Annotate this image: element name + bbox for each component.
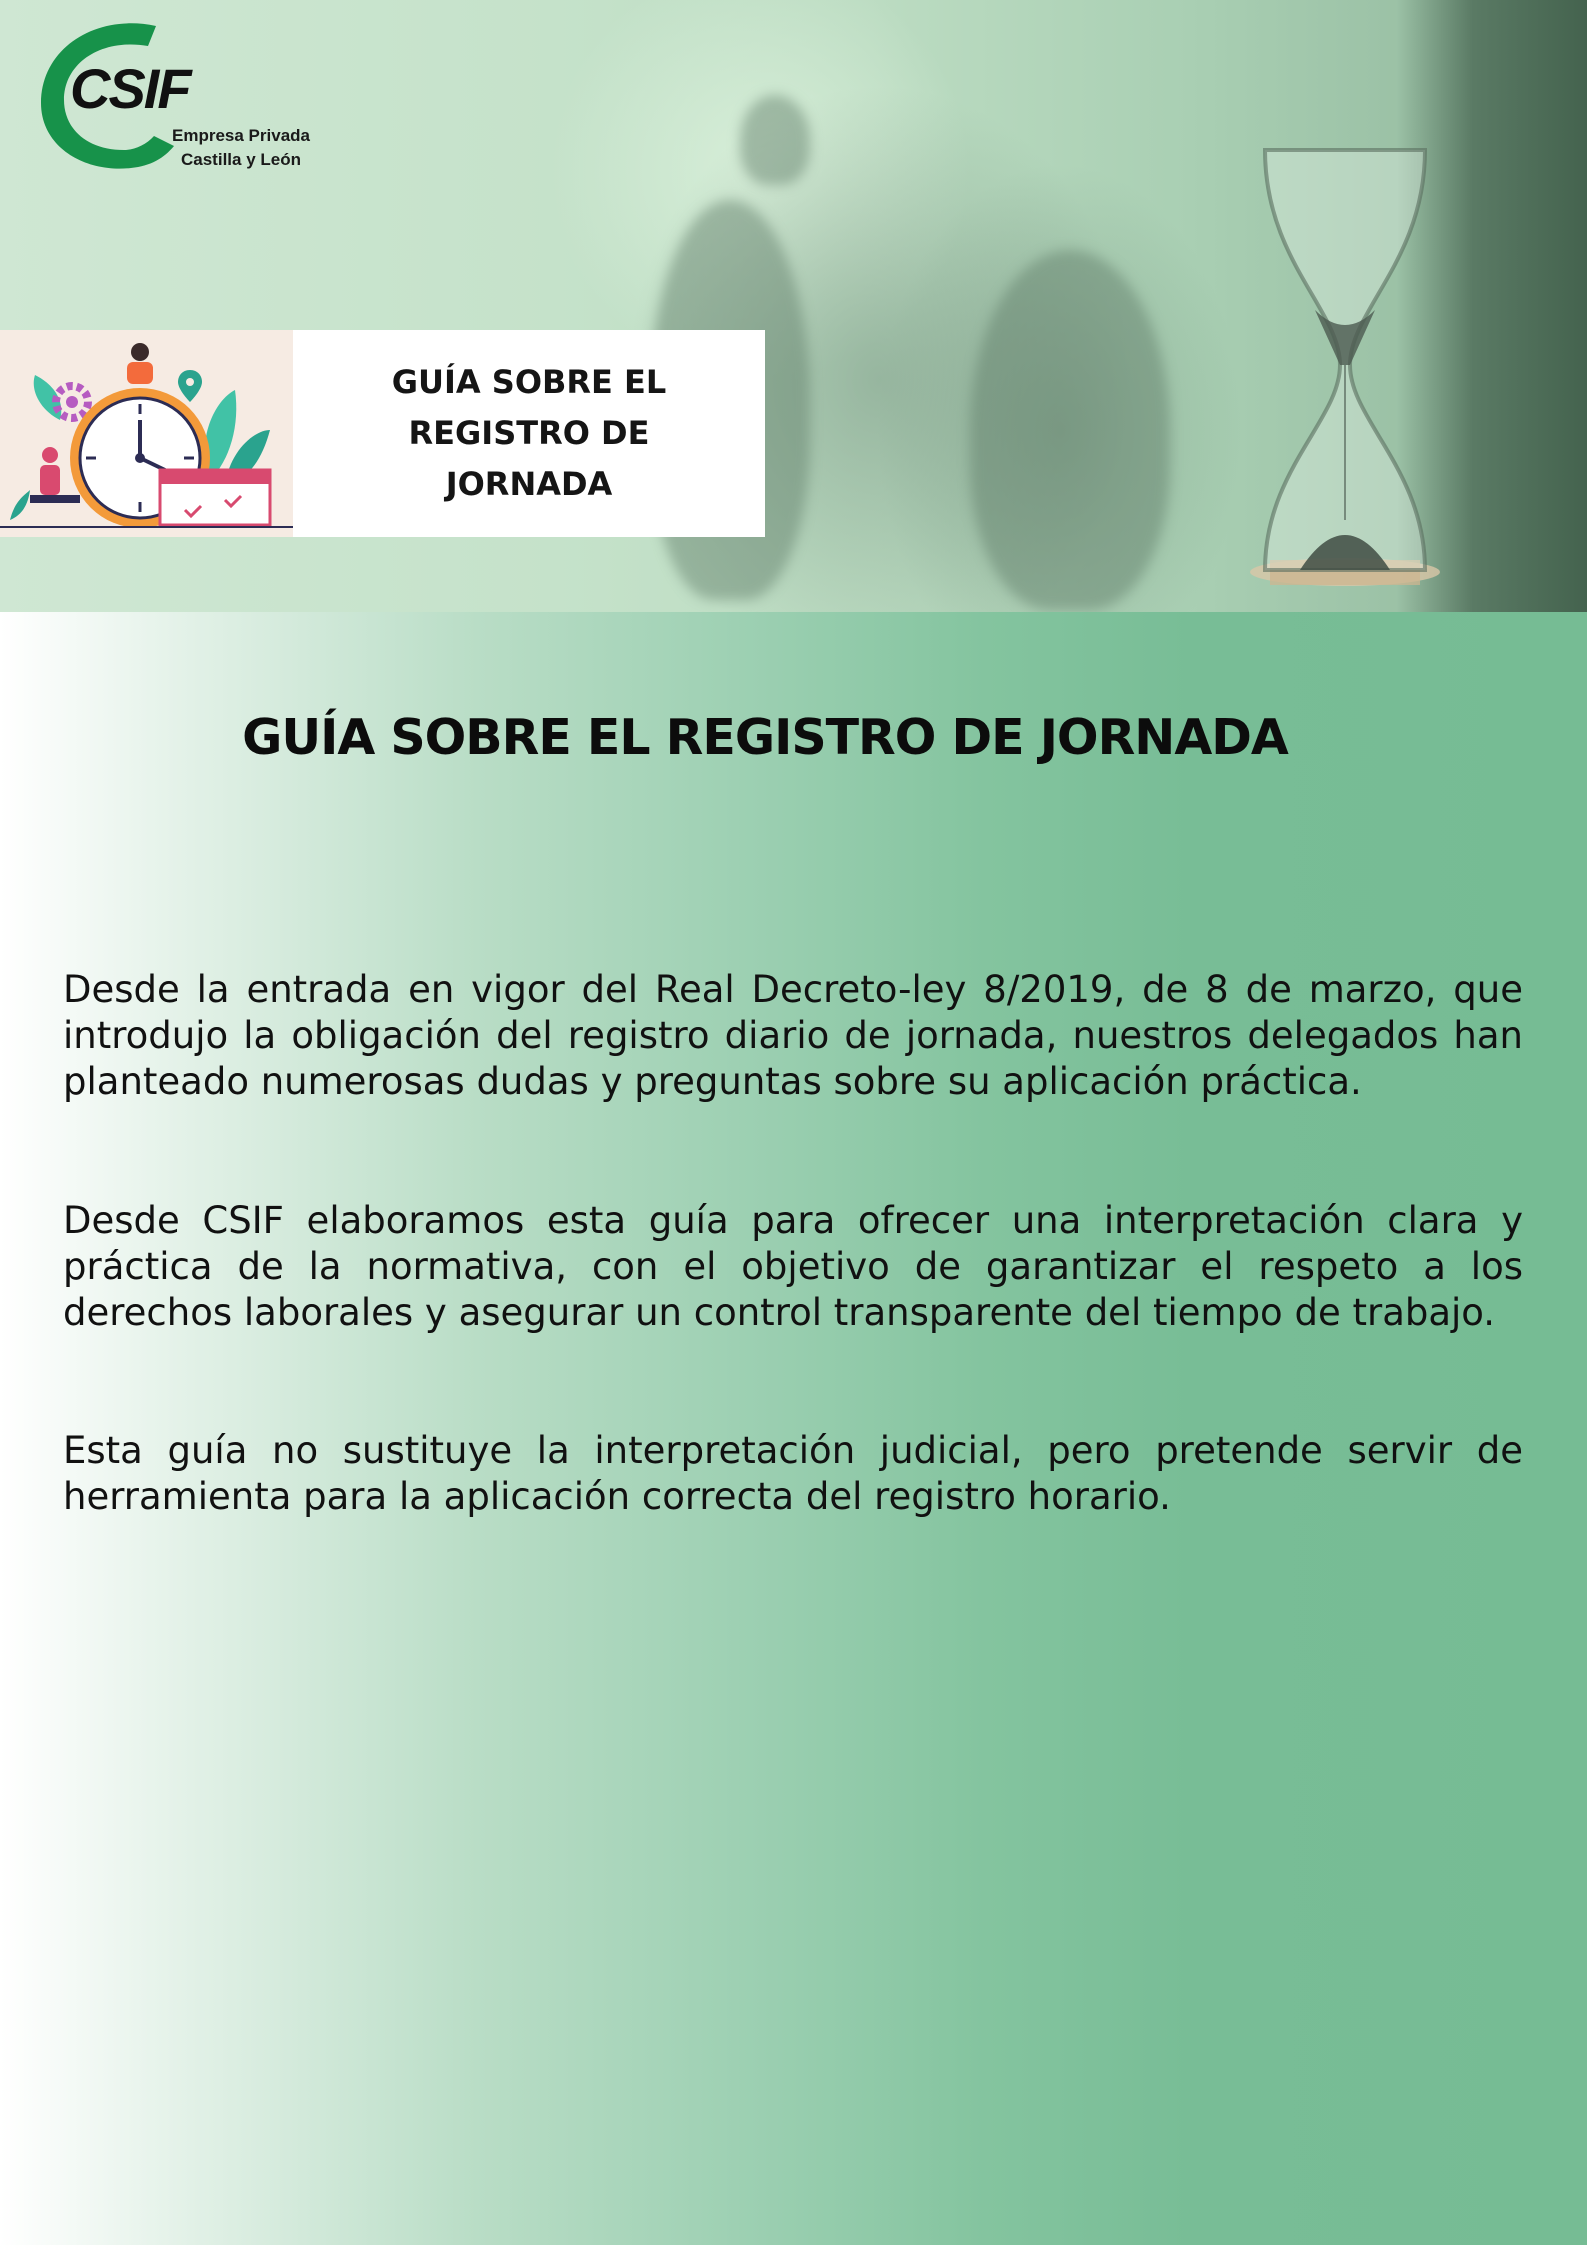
logo-subtitle [156,124,326,172]
banner-title-box [293,330,765,537]
disclaimer-paragraph: Esta guía no sustituye la interpretación judicial, pero pretende servir de herramienta para la aplicación correcta del registro horario. [63,1429,1523,1518]
hourglass-image [1245,140,1445,590]
intro-paragraph: Desde la entrada en vigor del Real Decreto-ley 8/2019, de 8 de marzo, que introdujo la obligación del registro diario de jornada, nuestros delegados han planteado numerosas dudas y preguntas sobre su aplicación práctica. [63,968,1523,1103]
purpose-paragraph: Desde CSIF elaboramos esta guía para ofrecer una interpretación clara y práctica de la normativa, con el objetivo de garantizar el respeto a los derechos laborales y asegurar un control transparente del tiempo de trabajo. [63,1199,1523,1334]
banner-title: GUÍA SOBRE EL REGISTRO DE JORNADA [391,363,667,503]
clock-illustration [0,330,293,537]
logo-subtitle-line2: Castilla y León [181,150,301,169]
page-title: GUÍA SOBRE EL REGISTRO DE JORNADA [242,709,1288,766]
main-content [0,612,1587,2245]
background-person-silhouette [970,250,1170,610]
logo-text: CSIF [70,57,190,120]
logo-subtitle-line1: Empresa Privada [172,126,310,145]
header-photo [0,0,1587,612]
background-person-head [740,95,810,185]
